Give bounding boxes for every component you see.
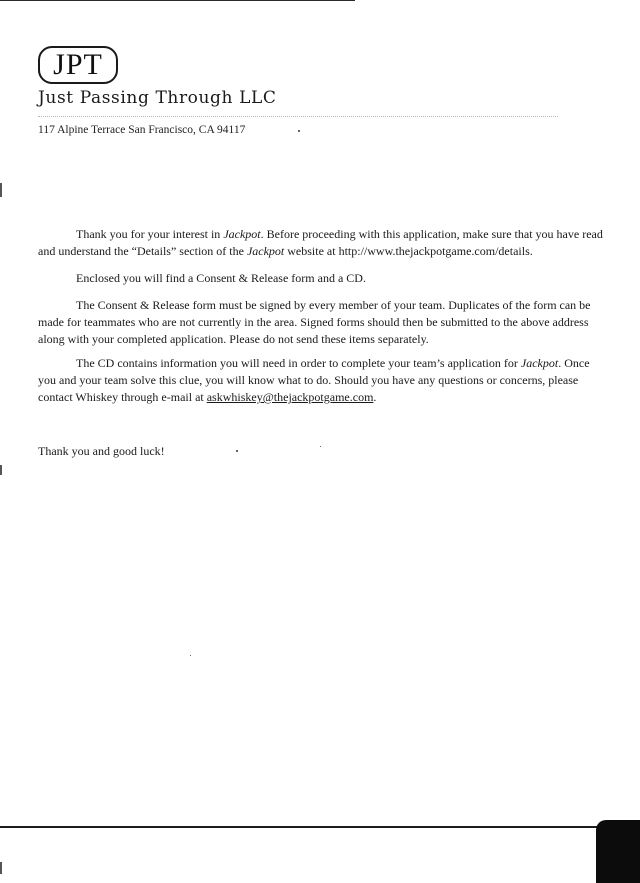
scan-edge-mark <box>0 862 2 874</box>
scan-edge-mark <box>0 465 2 475</box>
paragraph-cd-info <box>38 355 603 406</box>
scan-speck <box>190 655 191 656</box>
scan-corner-shadow <box>596 820 640 883</box>
closing-line: Thank you and good luck! <box>38 444 165 458</box>
intro-text-3: website at http://www.thejackpotgame.com/details. <box>284 244 533 258</box>
cd-game-name: Jackpot <box>520 356 559 370</box>
scan-edge-mark <box>0 183 2 197</box>
cd-text-2: . Once you and your team solve this clue, you will know what to do. Should you have any questions or concerns, please contact Whiskey through e-mail at <box>38 356 590 404</box>
intro-text-1: Thank you for your interest in <box>76 227 224 241</box>
company-name: Just Passing Through LLC <box>38 88 277 108</box>
intro-game-name-2: Jackpot <box>246 244 285 258</box>
scan-border-top <box>0 0 355 1</box>
scan-speck <box>236 450 238 452</box>
scan-border-bottom <box>0 826 600 828</box>
company-address: 117 Alpine Terrace San Francisco, CA 94117 <box>38 124 246 136</box>
cd-text-3: . <box>373 390 377 404</box>
paragraph-enclosures: Enclosed you will find a Consent & Release form and a CD. <box>76 271 366 285</box>
scan-speck <box>298 130 300 132</box>
contact-email-link[interactable]: askwhiskey@thejackpotgame.com <box>206 390 374 404</box>
cd-text-1: The CD contains information you will need in order to complete your team’s application for <box>76 356 521 370</box>
paragraph-consent-form: The Consent & Release form must be signed by every member of your team. Duplicates of the form can be made for teammates who are not currently in the area. Signed forms should then be submitted to the above address along with your completed application. Please do not send these items separately. <box>38 298 591 346</box>
logo-text: JPT <box>53 48 103 81</box>
scan-speck <box>320 446 321 447</box>
header-divider <box>38 116 558 117</box>
paragraph-intro <box>38 226 603 260</box>
company-logo <box>38 46 118 84</box>
intro-text-2: . Before proceeding with this application, make sure that you have read and understand the “Details” section of the <box>38 227 603 258</box>
intro-game-name-1: Jackpot <box>223 227 261 241</box>
